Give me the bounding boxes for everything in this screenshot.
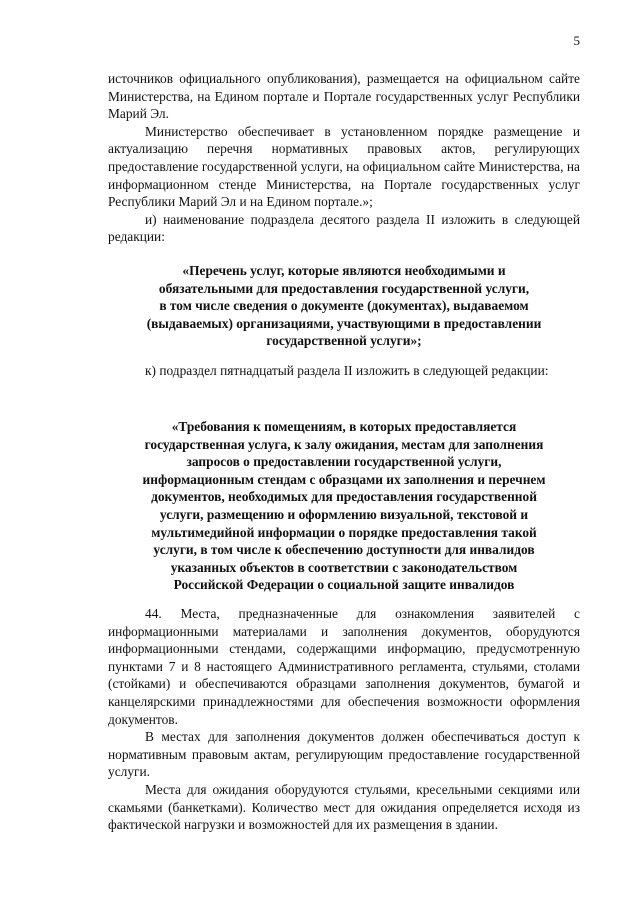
heading-1-line: в том числе сведения о документе (документах), выдаваемом [159, 298, 529, 314]
heading-2-line: «Требования к помещениям, в которых предоставляется [171, 419, 517, 434]
paragraph-waiting-places: Места для ожидания оборудуются стульями, кресельными секциями или скамьями (банкетками). Количество мест для ожидания определяется исходя из фактической нагрузки и возможностей для их размещения в здании. [108, 781, 580, 833]
heading-2-line: Российской Федерации о социальной защите инвалидов [173, 577, 515, 593]
heading-2-line: услуги, в том числе к обеспечению доступности для инвалидов [153, 542, 535, 558]
heading-1-line: (выдаваемых) организациями, участвующими в предоставлении [146, 315, 542, 331]
paragraph-publication: источников официального опубликования), размещается на официальном сайте Министерства, на Едином портале и Портале государственных услуг Республики Марий Эл. [108, 71, 580, 122]
document-page [108, 0, 580, 904]
bottom-paragraphs [108, 605, 580, 834]
heading-premises-requirements [108, 418, 580, 594]
heading-2-line: запросов о предоставлении государственной услуги, [186, 454, 502, 470]
heading-1-line: «Перечень услуг, которые являются необходимыми и [182, 263, 506, 278]
paragraph-access-acts: В местах для заполнения документов должен обеспечиваться доступ к нормативным правовым актам, регулирующим предоставление государственной услуги. [108, 729, 580, 780]
heading-services-list [108, 262, 580, 350]
paragraph-ministry-duty: Министерство обеспечивает в установленном порядке размещение и актуализацию перечня нормативных правовых актов, регулирующих предоставление государственной услуги, на официальном сайте Министерства, на информационном стенде Министерства, на Портале государственных услуг Республики Марий Эл и на Едином портале.»; [108, 123, 580, 210]
heading-2-line: указанных объектов в соответствии с законодательством [170, 559, 518, 575]
heading-2-line: документов, необходимых для предоставления государственной [151, 489, 537, 505]
heading-2-line: мультимедийной информации о порядке предоставления такой [151, 524, 537, 540]
heading-1-line: государственной услуги»; [266, 333, 422, 349]
paragraph-item-44: 44. Места, предназначенные для ознакомления заявителей с информационными материалами и заполнения документов, оборудуются информационными стендами, содержащими информацию, предусмотренную пунктами 7 и 8 настоящего Административного регламента, стульями, столами (стойками) и обеспечиваются образцами заполнения документов, бумагой и канцелярскими принадлежностями для обеспечения возможности оформления документов. [108, 606, 580, 727]
paragraph-item-i: и) наименование подраздела десятого раздела II изложить в следующей редакции: [108, 211, 580, 245]
top-paragraphs [108, 70, 580, 246]
heading-2-line: информационным стендам с образцами их заполнения и перечнем [142, 471, 546, 487]
paragraph-k-block [108, 362, 580, 380]
page-number: 5 [573, 33, 580, 48]
paragraph-item-k: к) подраздел пятнадцатый раздела II изложить в следующей редакции: [145, 363, 549, 378]
heading-1-line: обязательными для предоставления государственной услуги, [158, 280, 530, 296]
heading-2-line: услуги, размещению и оформлению визуальной, текстовой и [159, 506, 529, 522]
heading-2-line: государственная услуга, к залу ожидания, местам для заполнения [144, 436, 544, 452]
